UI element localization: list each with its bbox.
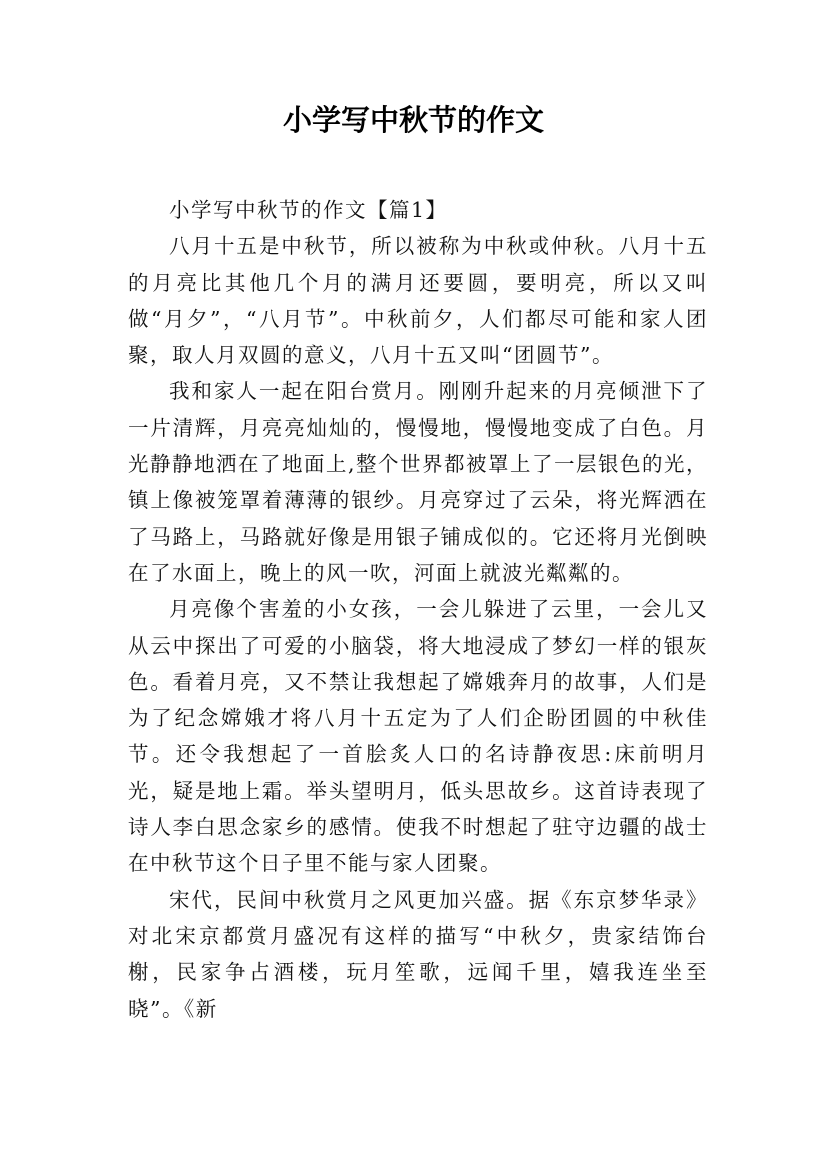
paragraph-2: 我和家人一起在阳台赏月。刚刚升起来的月亮倾泄下了一片清辉，月亮亮灿灿的，慢慢地，慢慢地变成了白色。月光静静地洒在了地面上,整个世界都被罩上了一层银色的光，镇上像被笼罩着薄薄的银纱。月亮穿过了云朵，将光辉洒在了马路上，马路就好像是用银子铺成似的。它还将月光倒映在了水面上，晚上的风一吹，河面上就波光粼粼的。	[128, 379, 709, 585]
paragraph-3: 月亮像个害羞的小女孩，一会儿躲进了云里，一会儿又从云中探出了可爱的小脑袋，将大地浸成了梦幻一样的银灰色。看着月亮，又不禁让我想起了嫦娥奔月的故事，人们是为了纪念嫦娥才将八月十五定为了人们企盼团圆的中秋佳节。还令我想起了一首脍炙人口的名诗静夜思:床前明月光，疑是地上霜。举头望明月，低头思故乡。这首诗表现了诗人李白思念家乡的感情。使我不时想起了驻守边疆的战士在中秋节这个日子里不能与家人团聚。	[128, 597, 708, 876]
document-body	[128, 192, 708, 1027]
document-title: 小学写中秋节的作文	[282, 103, 544, 137]
paragraph-1: 八月十五是中秋节，所以被称为中秋或仲秋。八月十五的月亮比其他几个月的满月还要圆，要明亮，所以又叫做“月夕”，“八月节”。中秋前夕，人们都尽可能和家人团聚，取人月双圆的意义，八月十五又叫“团圆节”。	[128, 234, 708, 368]
paragraph-4: 宋代，民间中秋赏月之风更加兴盛。据《东京梦华录》对北宋京都赏月盛况有这样的描写“中秋夕，贵家结饰台榭，民家争占酒楼，玩月笙歌，远闻千里，嬉我连坐至晓”。《新	[128, 887, 708, 1021]
section-heading: 小学写中秋节的作文【篇1】	[169, 198, 448, 222]
